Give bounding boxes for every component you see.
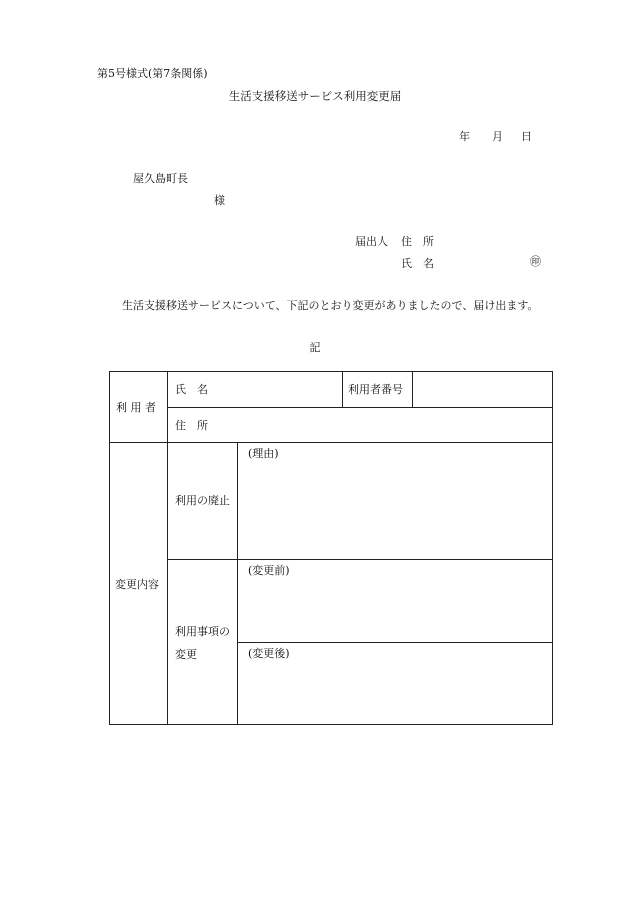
table-row-divider xyxy=(237,642,553,643)
form-number: 第5号様式(第7条関係) xyxy=(97,67,208,80)
table-column-divider xyxy=(237,442,238,725)
notifier-label: 届出人 xyxy=(355,235,388,248)
recipient-name: 屋久島町長 xyxy=(133,172,188,185)
change-items-label-line1: 利用事項の xyxy=(175,625,230,638)
day-label: 日 xyxy=(521,130,532,143)
user-number-label-cell: 利用者番号 xyxy=(348,383,403,396)
table-column-divider xyxy=(342,371,343,407)
recipient-honorific: 様 xyxy=(214,194,225,207)
after-label-cell: (変更後) xyxy=(248,647,290,660)
year-label: 年 xyxy=(459,130,470,143)
table-row-divider xyxy=(109,442,553,443)
address-label-cell: 住 所 xyxy=(175,419,208,432)
month-label: 月 xyxy=(492,130,503,143)
seal-mark: ㊞ xyxy=(530,255,541,268)
reason-label-cell: (理由) xyxy=(248,447,279,460)
before-label-cell: (変更前) xyxy=(248,564,290,577)
document-title: 生活支援移送サービス利用変更届 xyxy=(228,89,402,103)
table-column-divider xyxy=(412,371,413,407)
name-label-cell: 氏 名 xyxy=(175,383,208,396)
notifier-address-label: 住 所 xyxy=(401,235,434,248)
change-items-label-line2: 変更 xyxy=(175,648,197,661)
user-header-cell: 利 用 者 xyxy=(116,401,156,414)
change-header-cell: 変更内容 xyxy=(115,578,159,591)
cancel-label-cell: 利用の廃止 xyxy=(175,494,230,507)
notifier-name-label: 氏 名 xyxy=(401,257,434,270)
date-line xyxy=(459,131,532,142)
statement-text: 生活支援移送サービスについて、下記のとおり変更がありましたので、届け出ます。 xyxy=(122,299,539,312)
table-row-divider xyxy=(167,559,553,560)
table-column-divider xyxy=(167,371,168,725)
record-mark: 記 xyxy=(309,341,321,354)
table-row-divider xyxy=(167,407,553,408)
